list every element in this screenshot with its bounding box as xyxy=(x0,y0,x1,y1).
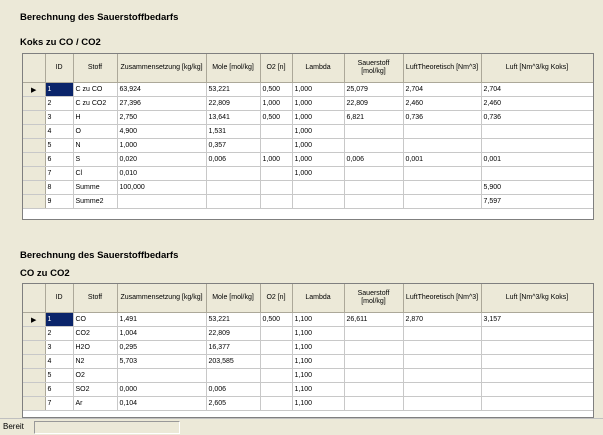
table-cell[interactable]: 4,900 xyxy=(117,125,206,139)
row-indicator[interactable] xyxy=(23,195,45,209)
table-row[interactable] xyxy=(23,383,593,397)
table-cell[interactable]: 2 xyxy=(45,327,73,341)
table-cell[interactable]: 1,100 xyxy=(292,327,344,341)
table-cell[interactable] xyxy=(117,369,206,383)
section-subtitle-1: Koks zu CO / CO2 xyxy=(20,37,101,48)
table-cell[interactable]: 2,750 xyxy=(117,111,206,125)
table-cell[interactable]: 0,000 xyxy=(117,383,206,397)
table-cell[interactable]: 0,001 xyxy=(481,153,593,167)
column-header[interactable]: Stoff xyxy=(73,284,117,313)
table-cell[interactable]: 1,000 xyxy=(292,111,344,125)
table-cell[interactable]: CO xyxy=(73,313,117,327)
table-cell[interactable] xyxy=(481,355,593,369)
section-title-2: Berechnung des Sauerstoffbedarfs xyxy=(20,250,179,261)
table-cell[interactable] xyxy=(260,181,292,195)
table-cell[interactable]: 1,000 xyxy=(117,139,206,153)
table-cell[interactable]: 1,000 xyxy=(292,167,344,181)
table-cell[interactable]: 0,500 xyxy=(260,111,292,125)
table-cell[interactable]: 4 xyxy=(45,355,73,369)
status-bar xyxy=(0,418,603,435)
table-cell[interactable]: 16,377 xyxy=(206,341,260,355)
table-cell[interactable]: 22,809 xyxy=(344,97,403,111)
table-row[interactable] xyxy=(23,195,593,209)
status-text: Bereit xyxy=(3,422,24,431)
table-cell[interactable]: 4 xyxy=(45,125,73,139)
table-cell[interactable] xyxy=(344,341,403,355)
table-cell[interactable] xyxy=(206,181,260,195)
table-cell[interactable] xyxy=(344,397,403,411)
row-indicator[interactable] xyxy=(23,167,45,181)
table-cell[interactable]: 5,703 xyxy=(117,355,206,369)
table-cell[interactable]: C zu CO2 xyxy=(73,97,117,111)
table-cell[interactable]: 3 xyxy=(45,341,73,355)
table-cell[interactable]: 203,585 xyxy=(206,355,260,369)
column-header[interactable]: Mole [mol/kg] xyxy=(206,284,260,313)
table-row[interactable] xyxy=(23,97,593,111)
table-cell[interactable]: 1,100 xyxy=(292,383,344,397)
table-cell[interactable]: 1 xyxy=(45,83,73,97)
table-cell[interactable]: 100,000 xyxy=(117,181,206,195)
table-cell[interactable]: 0,295 xyxy=(117,341,206,355)
column-header[interactable]: Mole [mol/kg] xyxy=(206,54,260,83)
table-cell[interactable] xyxy=(292,181,344,195)
column-header[interactable]: Luft [Nm^3/kg Koks] xyxy=(481,54,593,83)
table-cell[interactable]: 0,006 xyxy=(206,383,260,397)
table-cell[interactable] xyxy=(344,369,403,383)
row-indicator[interactable] xyxy=(23,97,45,111)
table-row[interactable] xyxy=(23,153,593,167)
section-subtitle-2: CO zu CO2 xyxy=(20,268,70,279)
table-cell[interactable]: SO2 xyxy=(73,383,117,397)
table-cell[interactable]: 3,157 xyxy=(481,313,593,327)
table-row[interactable] xyxy=(23,327,593,341)
row-indicator[interactable] xyxy=(23,383,45,397)
table-cell[interactable]: Summe2 xyxy=(73,195,117,209)
table-cell[interactable]: 2,704 xyxy=(481,83,593,97)
table-cell[interactable]: 5 xyxy=(45,139,73,153)
table-row[interactable] xyxy=(23,397,593,411)
column-header[interactable]: Lambda xyxy=(292,54,344,83)
table-cell[interactable] xyxy=(260,139,292,153)
table-cell[interactable]: 1,000 xyxy=(292,83,344,97)
row-indicator[interactable] xyxy=(23,341,45,355)
table-cell[interactable]: 2,870 xyxy=(403,313,481,327)
table-row[interactable] xyxy=(23,313,593,327)
table-cell[interactable]: H xyxy=(73,111,117,125)
table-cell[interactable]: 25,079 xyxy=(344,83,403,97)
table-row[interactable] xyxy=(23,355,593,369)
table-cell[interactable]: 1,100 xyxy=(292,397,344,411)
table-cell[interactable]: 22,809 xyxy=(206,97,260,111)
table-cell[interactable]: 5 xyxy=(45,369,73,383)
table-cell[interactable]: 7 xyxy=(45,167,73,181)
table-cell[interactable]: 2,460 xyxy=(481,97,593,111)
column-header[interactable]: LuftTheoretisch [Nm^3] xyxy=(403,284,481,313)
table-cell[interactable]: 1,000 xyxy=(292,153,344,167)
column-header[interactable]: Sauerstoff [mol/kg] xyxy=(344,54,403,83)
table-row[interactable] xyxy=(23,139,593,153)
column-header[interactable]: Lambda xyxy=(292,284,344,313)
table-cell[interactable]: 0,357 xyxy=(206,139,260,153)
table-cell[interactable]: 0,010 xyxy=(117,167,206,181)
table-cell[interactable]: 0,736 xyxy=(481,111,593,125)
table-cell[interactable]: 26,611 xyxy=(344,313,403,327)
table-cell[interactable]: 1,004 xyxy=(117,327,206,341)
data-grid-2[interactable] xyxy=(22,283,594,418)
table-cell[interactable]: 6 xyxy=(45,383,73,397)
grid-table xyxy=(23,54,594,209)
table-cell[interactable]: Ar xyxy=(73,397,117,411)
table-cell[interactable]: N2 xyxy=(73,355,117,369)
table-cell[interactable]: O xyxy=(73,125,117,139)
column-header[interactable]: O2 [n] xyxy=(260,54,292,83)
column-header[interactable]: O2 [n] xyxy=(260,284,292,313)
table-cell[interactable]: 6 xyxy=(45,153,73,167)
table-cell[interactable] xyxy=(344,139,403,153)
column-header[interactable]: Luft [Nm^3/kg Koks] xyxy=(481,284,593,313)
table-cell[interactable] xyxy=(344,167,403,181)
table-cell[interactable]: 7,597 xyxy=(481,195,593,209)
table-cell[interactable] xyxy=(403,195,481,209)
row-indicator[interactable]: ▶ xyxy=(23,83,45,97)
table-cell[interactable]: 1,100 xyxy=(292,355,344,369)
row-indicator[interactable] xyxy=(23,125,45,139)
table-cell[interactable] xyxy=(344,327,403,341)
row-indicator[interactable] xyxy=(23,153,45,167)
row-indicator[interactable] xyxy=(23,139,45,153)
table-cell[interactable] xyxy=(403,397,481,411)
table-cell[interactable] xyxy=(206,369,260,383)
table-cell[interactable] xyxy=(481,125,593,139)
table-cell[interactable]: 0,001 xyxy=(403,153,481,167)
table-cell[interactable] xyxy=(403,125,481,139)
grid-corner xyxy=(23,54,45,83)
table-cell[interactable] xyxy=(403,355,481,369)
table-cell[interactable] xyxy=(206,167,260,181)
table-cell[interactable]: 1,000 xyxy=(260,97,292,111)
table-cell[interactable] xyxy=(206,195,260,209)
column-header[interactable]: LuftTheoretisch [Nm^3] xyxy=(403,54,481,83)
table-cell[interactable]: 0,006 xyxy=(344,153,403,167)
column-header[interactable]: ID xyxy=(45,54,73,83)
table-cell[interactable]: 1,531 xyxy=(206,125,260,139)
table-row[interactable] xyxy=(23,341,593,355)
table-cell[interactable]: 63,924 xyxy=(117,83,206,97)
column-header[interactable]: Sauerstoff [mol/kg] xyxy=(344,284,403,313)
table-cell[interactable]: 1,100 xyxy=(292,369,344,383)
row-indicator[interactable] xyxy=(23,327,45,341)
table-cell[interactable]: 1,000 xyxy=(292,125,344,139)
table-cell[interactable] xyxy=(403,341,481,355)
table-cell[interactable] xyxy=(260,383,292,397)
table-cell[interactable] xyxy=(117,195,206,209)
data-grid-1[interactable] xyxy=(22,53,594,220)
table-cell[interactable] xyxy=(344,181,403,195)
table-cell[interactable]: 53,221 xyxy=(206,83,260,97)
table-cell[interactable]: 1,000 xyxy=(260,153,292,167)
table-cell[interactable] xyxy=(481,369,593,383)
table-cell[interactable]: 2,704 xyxy=(403,83,481,97)
row-indicator[interactable] xyxy=(23,181,45,195)
table-cell[interactable] xyxy=(292,195,344,209)
table-cell[interactable] xyxy=(260,195,292,209)
table-row[interactable] xyxy=(23,111,593,125)
table-cell[interactable] xyxy=(260,125,292,139)
table-cell[interactable] xyxy=(403,327,481,341)
table-cell[interactable] xyxy=(260,167,292,181)
table-row[interactable] xyxy=(23,83,593,97)
table-cell[interactable]: 0,006 xyxy=(206,153,260,167)
table-cell[interactable] xyxy=(260,341,292,355)
row-indicator[interactable] xyxy=(23,111,45,125)
table-cell[interactable] xyxy=(344,383,403,397)
status-panel xyxy=(34,421,180,434)
column-header[interactable]: Zusammensetzung [kg/kg] xyxy=(117,284,206,313)
row-indicator[interactable] xyxy=(23,355,45,369)
grid-corner xyxy=(23,284,45,313)
table-cell[interactable] xyxy=(481,341,593,355)
table-cell[interactable] xyxy=(403,167,481,181)
table-cell[interactable]: 1 xyxy=(45,313,73,327)
table-cell[interactable] xyxy=(344,125,403,139)
table-cell[interactable]: 5,900 xyxy=(481,181,593,195)
table-cell[interactable]: 0,104 xyxy=(117,397,206,411)
table-cell[interactable] xyxy=(344,355,403,369)
table-cell[interactable]: CO2 xyxy=(73,327,117,341)
table-cell[interactable]: S xyxy=(73,153,117,167)
table-cell[interactable] xyxy=(403,383,481,397)
table-cell[interactable]: H2O xyxy=(73,341,117,355)
table-cell[interactable] xyxy=(481,139,593,153)
table-cell[interactable]: 1,000 xyxy=(292,97,344,111)
grid-table xyxy=(23,284,594,411)
table-cell[interactable] xyxy=(403,369,481,383)
table-cell[interactable]: C zu CO xyxy=(73,83,117,97)
table-row[interactable] xyxy=(23,369,593,383)
table-cell[interactable]: 2,605 xyxy=(206,397,260,411)
table-cell[interactable] xyxy=(344,195,403,209)
table-cell[interactable] xyxy=(260,355,292,369)
table-cell[interactable]: 3 xyxy=(45,111,73,125)
table-cell[interactable]: 2,460 xyxy=(403,97,481,111)
table-cell[interactable] xyxy=(403,139,481,153)
table-cell[interactable]: Summe xyxy=(73,181,117,195)
table-cell[interactable]: 7 xyxy=(45,397,73,411)
table-cell[interactable] xyxy=(260,369,292,383)
row-indicator[interactable] xyxy=(23,369,45,383)
table-row[interactable] xyxy=(23,125,593,139)
row-indicator[interactable] xyxy=(23,397,45,411)
table-cell[interactable] xyxy=(481,397,593,411)
table-cell[interactable] xyxy=(403,181,481,195)
table-cell[interactable] xyxy=(481,327,593,341)
table-cell[interactable]: 0,500 xyxy=(260,313,292,327)
table-cell[interactable]: 27,396 xyxy=(117,97,206,111)
table-cell[interactable]: N xyxy=(73,139,117,153)
table-cell[interactable] xyxy=(481,383,593,397)
table-cell[interactable]: 9 xyxy=(45,195,73,209)
row-indicator[interactable]: ▶ xyxy=(23,313,45,327)
table-cell[interactable]: 0,500 xyxy=(260,83,292,97)
table-cell[interactable] xyxy=(260,327,292,341)
table-row[interactable] xyxy=(23,181,593,195)
table-cell[interactable]: 0,736 xyxy=(403,111,481,125)
table-cell[interactable]: 8 xyxy=(45,181,73,195)
table-cell[interactable] xyxy=(260,397,292,411)
table-cell[interactable]: 2 xyxy=(45,97,73,111)
table-cell[interactable]: 1,100 xyxy=(292,341,344,355)
column-header[interactable]: Stoff xyxy=(73,54,117,83)
table-cell[interactable]: 1,100 xyxy=(292,313,344,327)
section-title-1: Berechnung des Sauerstoffbedarfs xyxy=(20,12,179,23)
table-cell[interactable]: Cl xyxy=(73,167,117,181)
table-cell[interactable] xyxy=(481,167,593,181)
table-cell[interactable]: 1,491 xyxy=(117,313,206,327)
table-row[interactable] xyxy=(23,167,593,181)
table-cell[interactable]: O2 xyxy=(73,369,117,383)
table-cell[interactable]: 0,020 xyxy=(117,153,206,167)
table-cell[interactable]: 53,221 xyxy=(206,313,260,327)
table-cell[interactable]: 6,821 xyxy=(344,111,403,125)
column-header[interactable]: Zusammensetzung [kg/kg] xyxy=(117,54,206,83)
column-header[interactable]: ID xyxy=(45,284,73,313)
table-cell[interactable]: 1,000 xyxy=(292,139,344,153)
table-cell[interactable]: 13,641 xyxy=(206,111,260,125)
table-cell[interactable]: 22,809 xyxy=(206,327,260,341)
